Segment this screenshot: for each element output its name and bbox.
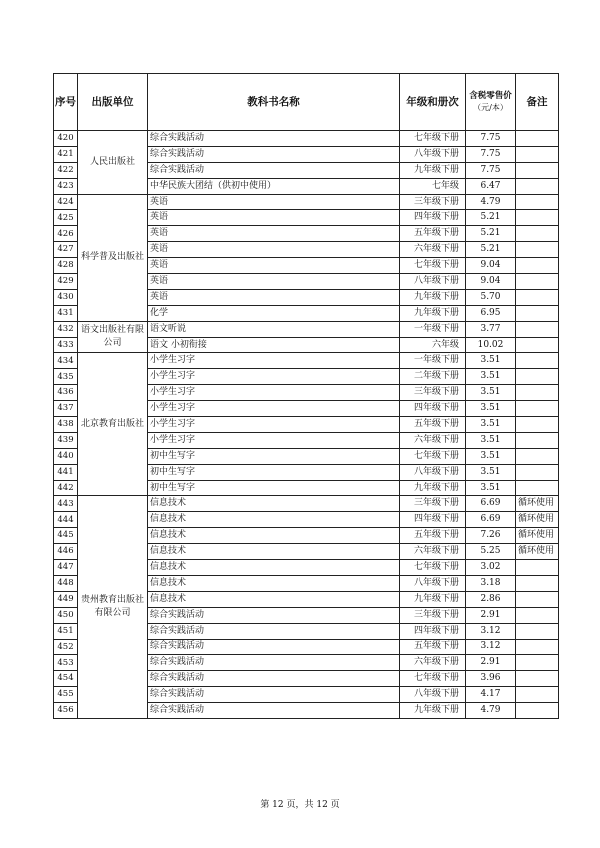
row-grade: 五年级下册 [400, 417, 466, 433]
row-seq: 423 [54, 178, 78, 194]
row-note: 循环使用 [516, 544, 559, 560]
header-publisher: 出版单位 [78, 74, 148, 131]
row-title: 综合实践活动 [148, 146, 400, 162]
row-grade: 七年级下册 [400, 671, 466, 687]
table-row [54, 131, 559, 147]
row-seq: 441 [54, 464, 78, 480]
row-note [516, 226, 559, 242]
row-title: 小学生习字 [148, 417, 400, 433]
row-title: 英语 [148, 242, 400, 258]
row-note [516, 671, 559, 687]
row-title: 初中生写字 [148, 464, 400, 480]
row-price: 3.12 [466, 623, 516, 639]
row-grade: 八年级下册 [400, 146, 466, 162]
row-note [516, 575, 559, 591]
row-price: 6.95 [466, 305, 516, 321]
table-body [54, 131, 559, 719]
row-note [516, 480, 559, 496]
row-grade: 一年级下册 [400, 321, 466, 337]
row-grade: 六年级下册 [400, 544, 466, 560]
row-seq: 434 [54, 353, 78, 369]
row-note [516, 289, 559, 305]
row-grade: 四年级下册 [400, 401, 466, 417]
row-grade: 九年级下册 [400, 480, 466, 496]
row-note [516, 464, 559, 480]
row-note [516, 274, 559, 290]
row-price: 7.26 [466, 528, 516, 544]
row-title: 信息技术 [148, 512, 400, 528]
row-seq: 428 [54, 258, 78, 274]
row-price: 3.18 [466, 575, 516, 591]
row-seq: 430 [54, 289, 78, 305]
row-title: 综合实践活动 [148, 639, 400, 655]
row-price: 7.75 [466, 131, 516, 147]
row-seq: 439 [54, 432, 78, 448]
row-note [516, 401, 559, 417]
row-price: 5.70 [466, 289, 516, 305]
row-note [516, 258, 559, 274]
row-grade: 七年级下册 [400, 448, 466, 464]
page-footer: 第 12 页，共 12 页 [260, 800, 340, 810]
row-seq: 432 [54, 321, 78, 337]
row-title: 中华民族大团结（供初中使用） [148, 178, 400, 194]
row-seq: 455 [54, 687, 78, 703]
row-grade: 七年级下册 [400, 560, 466, 576]
row-note: 循环使用 [516, 512, 559, 528]
row-seq: 431 [54, 305, 78, 321]
row-price: 2.91 [466, 655, 516, 671]
row-title: 综合实践活动 [148, 162, 400, 178]
row-title: 综合实践活动 [148, 655, 400, 671]
row-grade: 五年级下册 [400, 528, 466, 544]
row-note [516, 639, 559, 655]
row-note [516, 560, 559, 576]
row-seq: 451 [54, 623, 78, 639]
row-title: 信息技术 [148, 575, 400, 591]
publisher-cell: 科学普及出版社 [78, 194, 148, 321]
row-grade: 七年级下册 [400, 258, 466, 274]
row-title: 信息技术 [148, 560, 400, 576]
header-title: 教科书名称 [148, 74, 400, 131]
row-price: 3.51 [466, 385, 516, 401]
row-grade: 九年级下册 [400, 305, 466, 321]
row-seq: 449 [54, 591, 78, 607]
row-title: 英语 [148, 289, 400, 305]
row-seq: 445 [54, 528, 78, 544]
row-price: 4.17 [466, 687, 516, 703]
row-note: 循环使用 [516, 496, 559, 512]
row-note [516, 210, 559, 226]
row-grade: 七年级 [400, 178, 466, 194]
row-grade: 六年级下册 [400, 242, 466, 258]
row-price: 9.04 [466, 274, 516, 290]
row-price: 3.51 [466, 353, 516, 369]
publisher-cell: 语文出版社有限公司 [78, 321, 148, 353]
row-seq: 420 [54, 131, 78, 147]
row-seq: 426 [54, 226, 78, 242]
row-price: 5.21 [466, 210, 516, 226]
row-note [516, 417, 559, 433]
row-seq: 456 [54, 703, 78, 719]
row-grade: 六年级下册 [400, 432, 466, 448]
row-price: 3.02 [466, 560, 516, 576]
row-grade: 四年级下册 [400, 512, 466, 528]
row-title: 化学 [148, 305, 400, 321]
row-seq: 442 [54, 480, 78, 496]
row-note [516, 162, 559, 178]
row-seq: 443 [54, 496, 78, 512]
row-grade: 八年级下册 [400, 575, 466, 591]
row-title: 综合实践活动 [148, 687, 400, 703]
row-note [516, 432, 559, 448]
row-note [516, 591, 559, 607]
row-title: 初中生写字 [148, 448, 400, 464]
row-title: 综合实践活动 [148, 671, 400, 687]
header-grade: 年级和册次 [400, 74, 466, 131]
row-seq: 444 [54, 512, 78, 528]
table-row [54, 321, 559, 337]
publisher-cell: 人民出版社 [78, 131, 148, 195]
row-grade: 九年级下册 [400, 162, 466, 178]
row-seq: 448 [54, 575, 78, 591]
row-title: 综合实践活动 [148, 607, 400, 623]
row-grade: 二年级下册 [400, 369, 466, 385]
row-grade: 八年级下册 [400, 464, 466, 480]
row-note [516, 703, 559, 719]
row-title: 初中生写字 [148, 480, 400, 496]
publisher-cell: 贵州教育出版社有限公司 [78, 496, 148, 718]
row-price: 3.77 [466, 321, 516, 337]
row-note [516, 178, 559, 194]
row-grade: 六年级下册 [400, 655, 466, 671]
row-seq: 438 [54, 417, 78, 433]
row-grade: 九年级下册 [400, 591, 466, 607]
row-note [516, 146, 559, 162]
header-price-unit: （元/本） [473, 102, 508, 112]
row-price: 2.91 [466, 607, 516, 623]
row-title: 综合实践活动 [148, 703, 400, 719]
publisher-cell: 北京教育出版社 [78, 353, 148, 496]
row-note [516, 687, 559, 703]
row-price: 2.86 [466, 591, 516, 607]
row-title: 综合实践活动 [148, 623, 400, 639]
row-note [516, 655, 559, 671]
row-seq: 421 [54, 146, 78, 162]
row-price: 3.51 [466, 480, 516, 496]
row-title: 小学生习字 [148, 401, 400, 417]
row-title: 小学生习字 [148, 432, 400, 448]
row-seq: 446 [54, 544, 78, 560]
row-title: 英语 [148, 194, 400, 210]
row-price: 3.51 [466, 448, 516, 464]
row-title: 小学生习字 [148, 369, 400, 385]
row-note [516, 623, 559, 639]
row-price: 7.75 [466, 146, 516, 162]
row-note [516, 321, 559, 337]
row-price: 6.69 [466, 512, 516, 528]
row-seq: 437 [54, 401, 78, 417]
row-title: 信息技术 [148, 591, 400, 607]
header-note: 备注 [516, 74, 559, 131]
table-row [54, 353, 559, 369]
row-seq: 422 [54, 162, 78, 178]
row-note [516, 448, 559, 464]
row-note [516, 369, 559, 385]
row-title: 综合实践活动 [148, 131, 400, 147]
row-price: 3.51 [466, 401, 516, 417]
row-price: 6.47 [466, 178, 516, 194]
row-price: 3.51 [466, 432, 516, 448]
row-grade: 五年级下册 [400, 226, 466, 242]
row-note [516, 337, 559, 353]
row-grade: 一年级下册 [400, 353, 466, 369]
row-title: 信息技术 [148, 544, 400, 560]
header-price [466, 74, 516, 131]
row-seq: 425 [54, 210, 78, 226]
row-seq: 429 [54, 274, 78, 290]
row-price: 5.25 [466, 544, 516, 560]
table-header-row [54, 74, 559, 131]
row-note [516, 607, 559, 623]
row-price: 10.02 [466, 337, 516, 353]
row-title: 语文听说 [148, 321, 400, 337]
row-seq: 436 [54, 385, 78, 401]
row-grade: 四年级下册 [400, 210, 466, 226]
row-note [516, 242, 559, 258]
row-price: 4.79 [466, 194, 516, 210]
row-grade: 三年级下册 [400, 194, 466, 210]
row-price: 7.75 [466, 162, 516, 178]
textbook-price-table [53, 73, 559, 719]
row-title: 英语 [148, 226, 400, 242]
row-grade: 三年级下册 [400, 385, 466, 401]
row-grade: 八年级下册 [400, 687, 466, 703]
header-seq: 序号 [54, 74, 78, 131]
row-price: 4.79 [466, 703, 516, 719]
row-grade: 八年级下册 [400, 274, 466, 290]
row-grade: 六年级 [400, 337, 466, 353]
row-seq: 435 [54, 369, 78, 385]
row-price: 3.96 [466, 671, 516, 687]
row-price: 6.69 [466, 496, 516, 512]
row-price: 5.21 [466, 226, 516, 242]
row-seq: 454 [54, 671, 78, 687]
row-seq: 452 [54, 639, 78, 655]
table-row [54, 194, 559, 210]
row-seq: 450 [54, 607, 78, 623]
row-seq: 433 [54, 337, 78, 353]
row-title: 信息技术 [148, 496, 400, 512]
row-price: 3.12 [466, 639, 516, 655]
row-seq: 440 [54, 448, 78, 464]
row-grade: 三年级下册 [400, 607, 466, 623]
row-title: 英语 [148, 210, 400, 226]
row-note [516, 385, 559, 401]
row-grade: 九年级下册 [400, 289, 466, 305]
row-grade: 九年级下册 [400, 703, 466, 719]
row-grade: 四年级下册 [400, 623, 466, 639]
row-seq: 427 [54, 242, 78, 258]
row-price: 3.51 [466, 369, 516, 385]
row-grade: 七年级下册 [400, 131, 466, 147]
row-note [516, 131, 559, 147]
row-seq: 424 [54, 194, 78, 210]
row-price: 3.51 [466, 464, 516, 480]
row-title: 小学生习字 [148, 353, 400, 369]
row-title: 英语 [148, 258, 400, 274]
row-title: 小学生习字 [148, 385, 400, 401]
row-price: 3.51 [466, 417, 516, 433]
row-note [516, 194, 559, 210]
row-price: 5.21 [466, 242, 516, 258]
row-seq: 453 [54, 655, 78, 671]
row-note [516, 353, 559, 369]
row-note [516, 305, 559, 321]
row-title: 信息技术 [148, 528, 400, 544]
row-title: 英语 [148, 274, 400, 290]
row-note: 循环使用 [516, 528, 559, 544]
row-seq: 447 [54, 560, 78, 576]
row-title: 语文 小初衔接 [148, 337, 400, 353]
row-grade: 五年级下册 [400, 639, 466, 655]
row-grade: 三年级下册 [400, 496, 466, 512]
table-row [54, 496, 559, 512]
row-price: 9.04 [466, 258, 516, 274]
header-price-label: 含税零售价 [469, 91, 512, 102]
